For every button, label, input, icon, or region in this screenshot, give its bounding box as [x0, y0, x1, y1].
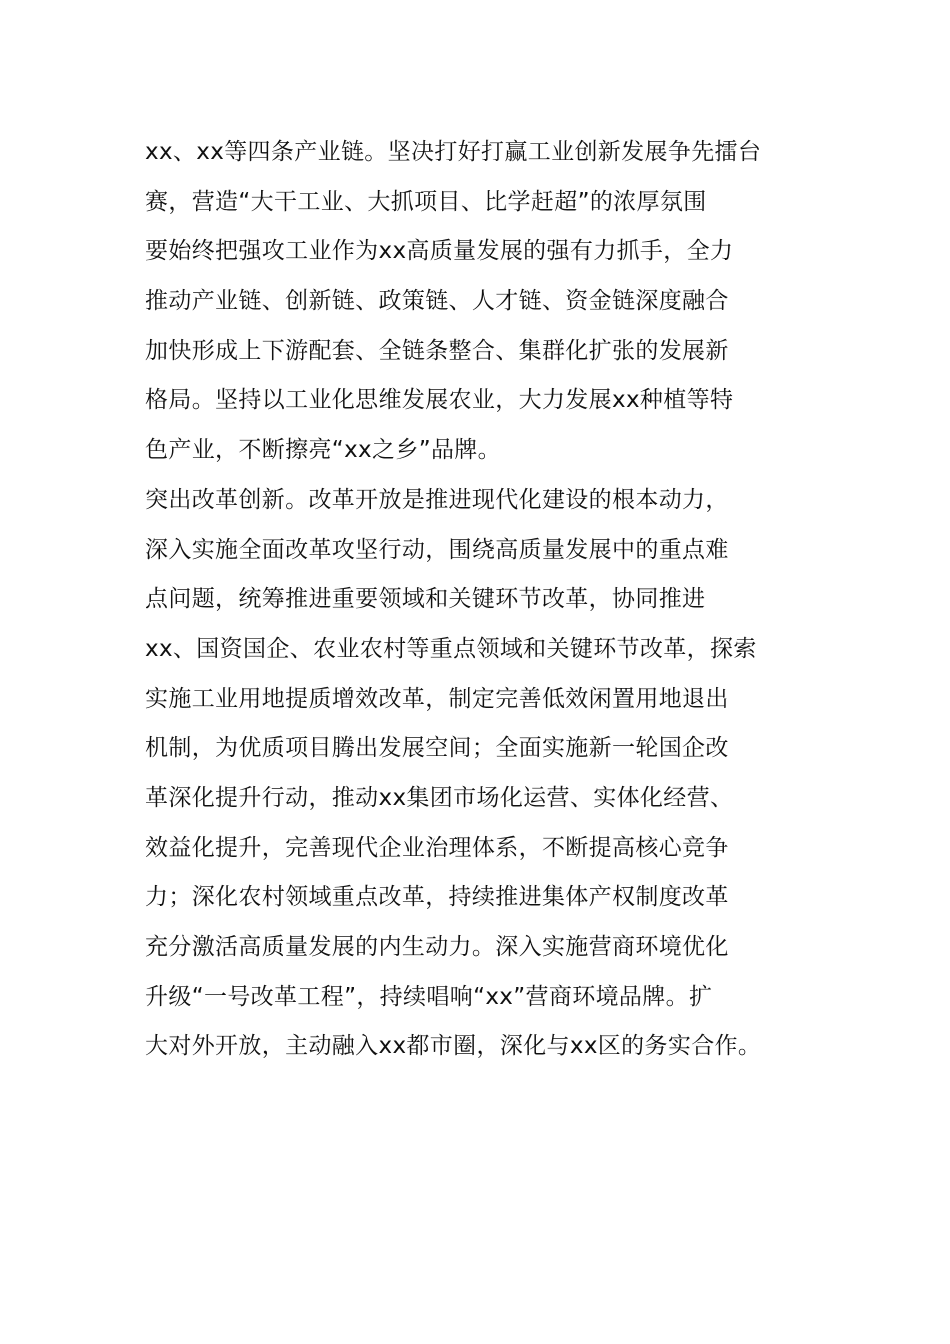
text-line: 实施工业用地提质增效改革，制定完善低效闲置用地退出 [145, 685, 729, 712]
text-line: 充分激活高质量发展的内生动力。深入实施营商环境优化 [145, 934, 729, 960]
text-line: 深入实施全面改革攻坚行动，围绕高质量发展中的重点难 [145, 536, 729, 563]
text-line: 加快形成上下游配套、全链条整合、集群化扩张的发展新 [145, 337, 729, 364]
text-line: 突出改革创新。改革开放是推进现代化建设的根本动力， [145, 486, 729, 513]
text-line: 格局。坚持以工业化思维发展农业，大力发展xx种植等特 [145, 387, 734, 414]
text-line: 色产业，不断擦亮“xx之乡”品牌。 [145, 437, 502, 464]
text-line: 力；深化农村领域重点改革，持续推进集体产权制度改革 [145, 884, 729, 911]
text-line: 赛，营造“大干工业、大抓项目、比学赶超”的浓厚氛围 [145, 188, 707, 215]
text-line: 推动产业链、创新链、政策链、人才链、资金链深度融合 [145, 288, 729, 315]
text-line: 升级“一号改革工程”，持续唱响“xx”营商环境品牌。扩 [145, 983, 713, 1010]
text-line: 要始终把强攻工业作为xx高质量发展的强有力抓手，全力 [145, 238, 734, 265]
text-line: 机制，为优质项目腾出发展空间；全面实施新一轮国企改 [145, 735, 729, 762]
text-line: xx、xx等四条产业链。坚决打好打赢工业创新发展争先擂台 [145, 139, 762, 165]
text-line: 大对外开放，主动融入xx都市圈，深化与xx区的务实合作。 [145, 1033, 762, 1060]
text-line: 革深化提升行动，推动xx集团市场化运营、实体化经营、 [145, 784, 734, 811]
body-text [145, 128, 815, 1072]
text-line: 效益化提升，完善现代企业治理体系，不断提高核心竞争 [145, 834, 729, 861]
text-line: xx、国资国企、农业农村等重点领域和关键环节改革，探索 [145, 635, 757, 662]
text-line: 点问题，统筹推进重要领域和关键环节改革，协同推进 [145, 586, 706, 613]
